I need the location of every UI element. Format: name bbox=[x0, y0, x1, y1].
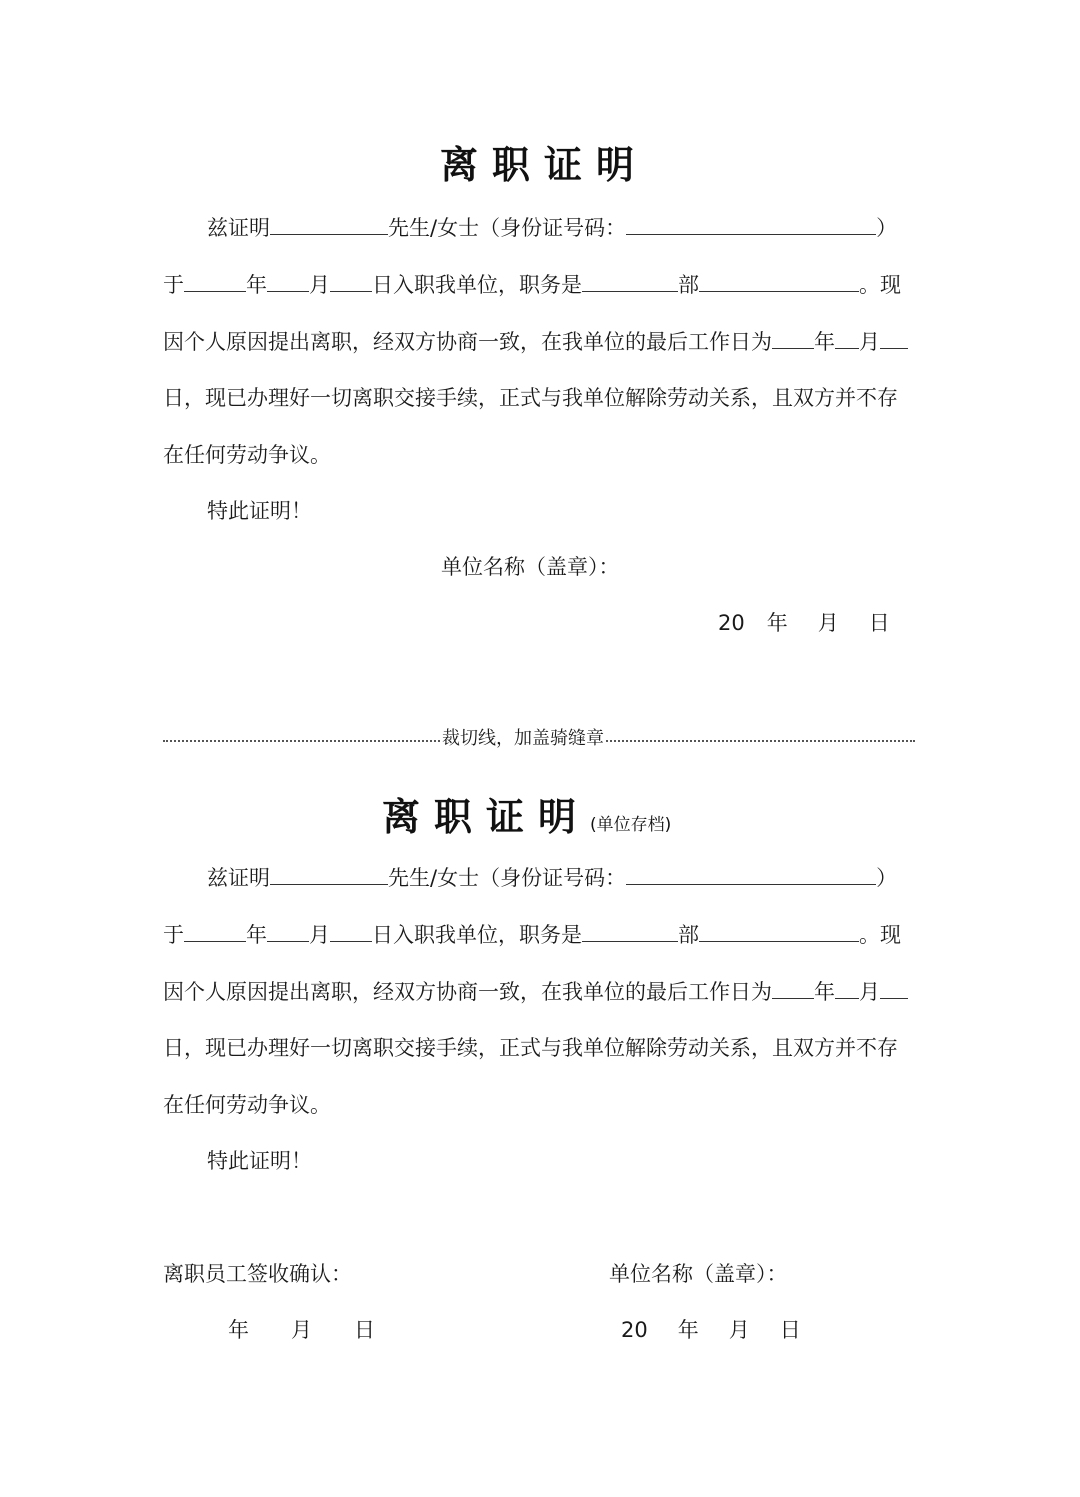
reason-text: 因个人原因提出离职，经双方协商一致，在我单位的最后工作日为 bbox=[163, 980, 772, 1004]
month-text: 月 bbox=[291, 1318, 312, 1342]
entry-month-blank[interactable] bbox=[267, 919, 309, 942]
entry-position-text: 日入职我单位，职务是 bbox=[372, 923, 582, 947]
department-blank[interactable] bbox=[582, 269, 678, 292]
month-text: 月 bbox=[859, 330, 880, 354]
year-text: 年 bbox=[246, 923, 267, 947]
certify-line-2 bbox=[163, 919, 901, 950]
id-number-blank[interactable] bbox=[626, 862, 876, 885]
last-month-blank[interactable] bbox=[835, 976, 859, 999]
year-text: 年 bbox=[677, 1318, 699, 1342]
company-seal-label: 单位名称（盖章）： bbox=[609, 1262, 788, 1286]
department-blank[interactable] bbox=[582, 919, 678, 942]
reason-text: 因个人原因提出离职，经双方协商一致，在我单位的最后工作日为 bbox=[163, 330, 772, 354]
id-number-blank[interactable] bbox=[626, 212, 876, 235]
title-text: 离职证明 bbox=[382, 795, 591, 839]
month-text: 月 bbox=[309, 273, 330, 297]
hereby-certify: 特此证明！ bbox=[207, 1149, 312, 1173]
year-text: 年 bbox=[246, 273, 267, 297]
last-day-blank[interactable] bbox=[880, 326, 908, 349]
entry-year-blank[interactable] bbox=[184, 919, 246, 942]
department-text: 部 bbox=[678, 923, 699, 947]
cut-line-label: 裁切线，加盖骑缝章 bbox=[440, 724, 606, 750]
name-blank[interactable] bbox=[270, 862, 388, 885]
last-month-blank[interactable] bbox=[835, 326, 859, 349]
employee-sign-label: 离职员工签收确认： bbox=[163, 1262, 352, 1286]
certify-prefix: 兹证明 bbox=[207, 216, 270, 240]
issue-date bbox=[718, 608, 890, 638]
on-text: 于 bbox=[163, 273, 184, 297]
day-text: 日 bbox=[354, 1318, 375, 1342]
year-text: 年 bbox=[814, 330, 835, 354]
year-text: 年 bbox=[228, 1318, 249, 1342]
last-year-blank[interactable] bbox=[772, 976, 814, 999]
on-text: 于 bbox=[163, 923, 184, 947]
last-year-blank[interactable] bbox=[772, 326, 814, 349]
close-paren: ） bbox=[876, 866, 898, 890]
entry-day-blank[interactable] bbox=[330, 269, 372, 292]
certify-line-4: 日，现已办理好一切离职交接手续，正式与我单位解除劳动关系，且双方并不存 bbox=[163, 1036, 898, 1060]
gender-id-label: 先生/女士（身份证号码： bbox=[388, 216, 627, 240]
entry-day-blank[interactable] bbox=[330, 919, 372, 942]
year-text: 年 bbox=[766, 611, 788, 635]
day-text: 日 bbox=[868, 611, 890, 635]
name-blank[interactable] bbox=[270, 212, 388, 235]
close-paren: ） bbox=[876, 216, 898, 240]
archive-certificate-title bbox=[382, 786, 671, 841]
certify-prefix: 兹证明 bbox=[207, 866, 270, 890]
now-text: 。现 bbox=[859, 923, 901, 947]
gender-id-label: 先生/女士（身份证号码： bbox=[388, 866, 627, 890]
month-text: 月 bbox=[309, 923, 330, 947]
archive-note: (单位存档) bbox=[590, 815, 672, 835]
employee-sign-date bbox=[228, 1315, 375, 1345]
position-blank[interactable] bbox=[699, 269, 859, 292]
now-text: 。现 bbox=[859, 273, 901, 297]
day-text: 日 bbox=[779, 1318, 801, 1342]
certify-line-1 bbox=[207, 212, 897, 243]
month-text: 月 bbox=[728, 1318, 750, 1342]
certify-line-5: 在任何劳动争议。 bbox=[163, 1093, 331, 1117]
entry-position-text: 日入职我单位，职务是 bbox=[372, 273, 582, 297]
certify-line-3 bbox=[163, 326, 908, 357]
certify-line-1 bbox=[207, 862, 897, 893]
department-text: 部 bbox=[678, 273, 699, 297]
certify-line-5: 在任何劳动争议。 bbox=[163, 443, 331, 467]
certify-line-4: 日，现已办理好一切离职交接手续，正式与我单位解除劳动关系，且双方并不存 bbox=[163, 386, 898, 410]
last-day-blank[interactable] bbox=[880, 976, 908, 999]
month-text: 月 bbox=[817, 611, 839, 635]
entry-month-blank[interactable] bbox=[267, 269, 309, 292]
year-prefix: 20 bbox=[621, 1318, 648, 1342]
year-prefix: 20 bbox=[718, 611, 745, 635]
entry-year-blank[interactable] bbox=[184, 269, 246, 292]
position-blank[interactable] bbox=[699, 919, 859, 942]
certificate-title: 离职证明 bbox=[440, 143, 649, 187]
company-sign-date bbox=[621, 1315, 801, 1345]
year-text: 年 bbox=[814, 980, 835, 1004]
certify-line-2 bbox=[163, 269, 901, 300]
certify-line-3 bbox=[163, 976, 908, 1007]
hereby-certify: 特此证明！ bbox=[207, 499, 312, 523]
company-seal-label: 单位名称（盖章）： bbox=[441, 555, 620, 579]
month-text: 月 bbox=[859, 980, 880, 1004]
